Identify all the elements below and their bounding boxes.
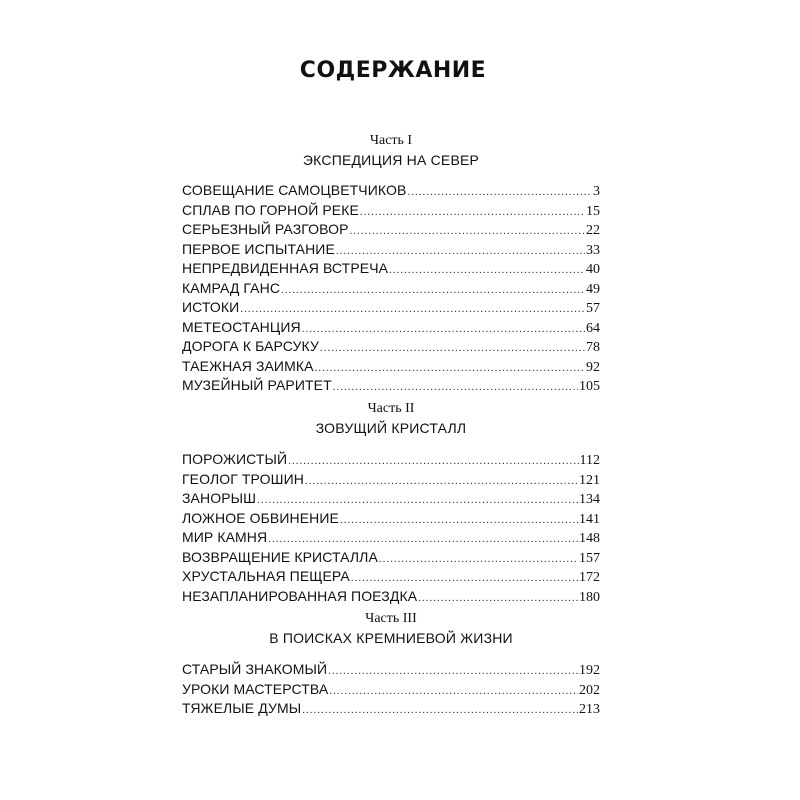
toc-entry bbox=[182, 240, 600, 260]
chapter-title: ТАЕЖНАЯ ЗАИМКА bbox=[182, 357, 314, 374]
part-1 bbox=[182, 132, 600, 396]
dot-leader bbox=[379, 550, 578, 570]
dot-leader bbox=[418, 589, 578, 609]
part-header bbox=[182, 610, 600, 647]
toc-entry bbox=[182, 337, 600, 357]
dot-leader bbox=[302, 701, 578, 721]
dot-leader bbox=[305, 472, 578, 492]
page-title: СОДЕРЖАНИЕ bbox=[299, 58, 487, 83]
page-number: 157 bbox=[579, 550, 600, 566]
part-label: Часть II bbox=[367, 401, 415, 416]
page-number: 57 bbox=[586, 301, 600, 316]
dot-leader bbox=[407, 183, 592, 203]
toc-entry bbox=[182, 279, 600, 299]
chapter-title: ХРУСТАЛЬНАЯ ПЕЩЕРА bbox=[182, 568, 350, 584]
page-number: 180 bbox=[579, 589, 600, 605]
part-name: ЭКСПЕДИЦИЯ НА СЕВЕР bbox=[302, 152, 480, 168]
chapter-title: ЗАНОРЫШ bbox=[182, 490, 257, 506]
chapter-title: ПЕРВОЕ ИСПЫТАНИЕ bbox=[182, 240, 335, 257]
part-label: Часть I bbox=[369, 133, 413, 148]
part-label: Часть III bbox=[365, 611, 417, 626]
page-number: 92 bbox=[586, 359, 600, 375]
page-number: 148 bbox=[579, 531, 600, 546]
page-number: 172 bbox=[579, 570, 600, 585]
page-number: 40 bbox=[586, 262, 600, 277]
toc-entry bbox=[182, 259, 600, 279]
toc-entry bbox=[182, 509, 600, 529]
page-number: 49 bbox=[586, 281, 600, 297]
toc-entry bbox=[182, 220, 600, 240]
part-header bbox=[182, 132, 600, 169]
dot-leader bbox=[340, 511, 578, 531]
toc-entry bbox=[182, 181, 600, 201]
toc-entry bbox=[182, 357, 600, 377]
chapter-title: ГЕОЛОГ ТРОШИН bbox=[182, 470, 304, 487]
dot-leader bbox=[315, 359, 585, 379]
chapter-title: ДОРОГА К БАРСУКУ bbox=[182, 338, 319, 354]
chapter-title: МУЗЕЙНЫЙ РАРИТЕТ bbox=[182, 377, 332, 393]
chapter-title: ТЯЖЕЛЫЕ ДУМЫ bbox=[182, 700, 302, 716]
chapter-title: СЕРЬЕЗНЫЙ РАЗГОВОР bbox=[182, 221, 349, 237]
toc-entry bbox=[182, 528, 600, 548]
chapter-title: УРОКИ МАСТЕРСТВА bbox=[182, 680, 329, 697]
page-number: 192 bbox=[579, 663, 600, 678]
part-3 bbox=[182, 610, 600, 719]
chapter-title: НЕЗАПЛАНИРОВАННАЯ ПОЕЗДКА bbox=[182, 587, 418, 604]
page-number: 3 bbox=[593, 184, 600, 199]
chapter-title: СТАРЫЙ ЗНАКОМЫЙ bbox=[182, 661, 328, 677]
page-number: 78 bbox=[586, 340, 600, 355]
toc-entry bbox=[182, 548, 600, 568]
toc-entry bbox=[182, 298, 600, 318]
dot-leader bbox=[288, 452, 578, 472]
toc-entry bbox=[182, 201, 600, 221]
chapter-title: ЛОЖНОЕ ОБВИНЕНИЕ bbox=[182, 509, 339, 526]
chapter-title: ВОЗВРАЩЕНИЕ КРИСТАЛЛА bbox=[182, 548, 378, 565]
part-2 bbox=[182, 400, 600, 606]
chapter-title: МИР КАМНЯ bbox=[182, 529, 268, 545]
toc-entry bbox=[182, 450, 600, 470]
dot-leader bbox=[320, 339, 585, 359]
toc-entry bbox=[182, 567, 600, 587]
page-number: 213 bbox=[579, 702, 600, 717]
dot-leader bbox=[360, 203, 585, 223]
chapter-title: СОВЕЩАНИЕ САМОЦВЕТЧИКОВ bbox=[182, 182, 407, 198]
part-name: В ПОИСКАХ КРЕМНИЕВОЙ ЖИЗНИ bbox=[269, 630, 513, 646]
page-number: 112 bbox=[579, 453, 600, 468]
dot-leader bbox=[281, 281, 585, 301]
toc-entry bbox=[182, 470, 600, 490]
dot-leader bbox=[302, 320, 585, 340]
dot-leader bbox=[328, 662, 578, 682]
dot-leader bbox=[350, 222, 585, 242]
page-number: 105 bbox=[579, 379, 600, 394]
toc-entry bbox=[182, 318, 600, 338]
page-number: 15 bbox=[586, 203, 600, 219]
page-number: 121 bbox=[579, 472, 600, 488]
page-number: 22 bbox=[586, 223, 600, 238]
toc-entry bbox=[182, 660, 600, 680]
chapter-title: СПЛАВ ПО ГОРНОЙ РЕКЕ bbox=[182, 201, 359, 218]
chapter-title: КАМРАД ГАНС bbox=[182, 279, 281, 296]
chapter-title: НЕПРЕДВИДЕННАЯ ВСТРЕЧА bbox=[182, 260, 389, 276]
dot-leader bbox=[329, 682, 578, 702]
dot-leader bbox=[333, 378, 578, 398]
page-number: 33 bbox=[586, 242, 600, 258]
toc-entry bbox=[182, 680, 600, 700]
page-number: 141 bbox=[579, 511, 600, 527]
toc-entry bbox=[182, 587, 600, 607]
page-number: 64 bbox=[586, 320, 600, 336]
chapter-list bbox=[182, 181, 600, 396]
chapter-list bbox=[182, 660, 600, 719]
chapter-list bbox=[182, 450, 600, 606]
dot-leader bbox=[389, 261, 585, 281]
chapter-title: ИСТОКИ bbox=[182, 299, 240, 315]
part-header bbox=[182, 400, 600, 437]
toc-entry bbox=[182, 699, 600, 719]
chapter-title: МЕТЕОСТАНЦИЯ bbox=[182, 318, 301, 335]
toc-entry bbox=[182, 376, 600, 396]
toc-entry bbox=[182, 489, 600, 509]
page-number: 134 bbox=[579, 492, 600, 507]
chapter-title: ПОРОЖИСТЫЙ bbox=[182, 451, 288, 467]
page-number: 202 bbox=[579, 682, 600, 698]
part-name: ЗОВУЩИЙ КРИСТАЛЛ bbox=[315, 420, 467, 436]
